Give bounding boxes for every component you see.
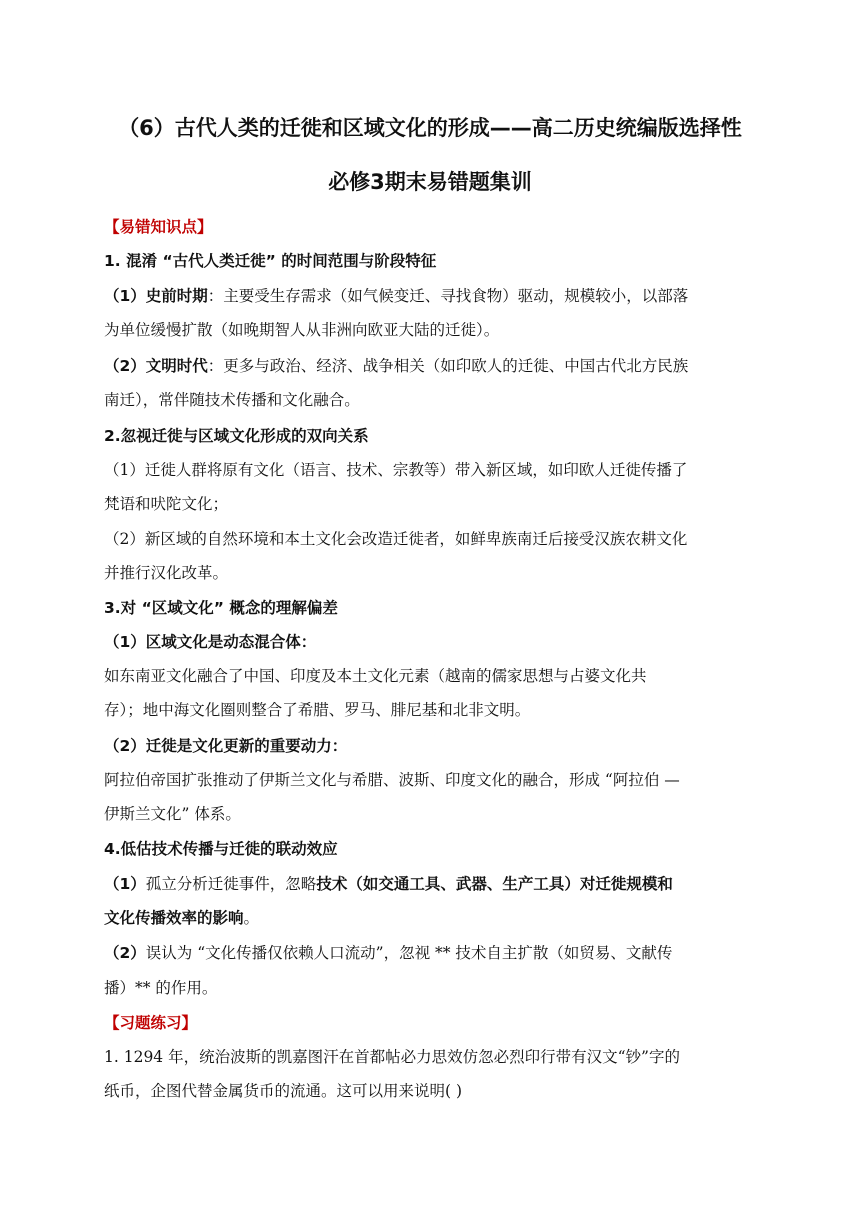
paragraph-lead: （1）史前时期 — [104, 287, 208, 305]
paragraph-text: 。 — [243, 909, 260, 927]
document-title-line-1: （6）古代人类的迁徙和区域文化的形成——高二历史统编版选择性 — [118, 116, 742, 140]
paragraph-text: 孤立分析迁徙事件，忽略 — [145, 875, 317, 893]
paragraph-lead: （2） — [104, 944, 146, 962]
paragraph-lead: （1）区域文化是动态混合体 — [104, 633, 301, 651]
paragraph-line: 存）；地中海文化圈则整合了希腊、罗马、腓尼基和北非文明。 — [104, 701, 531, 719]
paragraph-bold-text: 技术（如交通工具、武器、生产工具）对迁徙规模和 — [316, 875, 673, 893]
paragraph-line: 如东南亚文化融合了中国、印度及本土文化元素（越南的儒家思想与占婆文化共 — [104, 667, 647, 685]
paragraph-text: 误认为 “文化传播仅依赖人口流动”，忽视 ** 技术自主扩散（如贸易、文献传 — [145, 944, 673, 962]
paragraph-line: （1）迁徙人群将原有文化（语言、技术、宗教等）带入新区域，如印欧人迁徙传播了 — [104, 461, 688, 479]
question-1-line-2: 纸币，企图代替金属货币的流通。这可以用来说明( ) — [104, 1082, 463, 1100]
paragraph-line: 播）** 的作用。 — [104, 979, 218, 997]
document-title-line-2: 必修3期末易错题集训 — [328, 170, 532, 194]
paragraph-civilization — [104, 354, 688, 378]
paragraph-tech-isolated-cont — [104, 906, 259, 930]
paragraph-tech-misconception — [104, 941, 672, 965]
paragraph-text: ：主要受生存需求（如气候变迁、寻找食物）驱动，规模较小，以部落 — [207, 287, 689, 305]
paragraph-lead: （2）文明时代 — [104, 357, 208, 375]
paragraph-regional-culture — [104, 630, 316, 654]
paragraph-colon: ： — [331, 737, 348, 755]
paragraph-lead: （1） — [104, 875, 146, 893]
paragraph-colon: ： — [300, 633, 317, 651]
paragraph-line: 伊斯兰文化” 体系。 — [104, 805, 241, 823]
paragraph-line: 梵语和吠陀文化； — [104, 495, 229, 513]
paragraph-migration-driver — [104, 734, 347, 758]
paragraph-line: 阿拉伯帝国扩张推动了伊斯兰文化与希腊、波斯、印度文化的融合，形成 “阿拉伯 — — [104, 771, 680, 789]
heading-2: 2.忽视迁徙与区域文化形成的双向关系 — [104, 427, 369, 445]
paragraph-lead: （2）迁徙是文化更新的重要动力 — [104, 737, 332, 755]
section-label-exercises: 【习题练习】 — [104, 1014, 198, 1032]
paragraph-prehistoric — [104, 284, 688, 308]
paragraph-line: 并推行汉化改革。 — [104, 564, 229, 582]
heading-1: 1. 混淆 “古代人类迁徙” 的时间范围与阶段特征 — [104, 252, 437, 270]
paragraph-text: ：更多与政治、经济、战争相关（如印欧人的迁徙、中国古代北方民族 — [207, 357, 689, 375]
heading-3: 3.对 “区域文化” 概念的理解偏差 — [104, 599, 338, 617]
heading-4: 4.低估技术传播与迁徙的联动效应 — [104, 840, 338, 858]
paragraph-tech-isolated — [104, 872, 673, 896]
question-1-line-1: 1. 1294 年，统治波斯的凯嘉图汗在首都帖必力思效仿忽必烈印行带有汉文“钞”字的 — [104, 1048, 680, 1066]
paragraph-bold-text: 文化传播效率的影响 — [104, 909, 244, 927]
paragraph-line: 为单位缓慢扩散（如晚期智人从非洲向欧亚大陆的迁徙）。 — [104, 321, 500, 339]
paragraph-line: （2）新区域的自然环境和本土文化会改造迁徙者，如鲜卑族南迁后接受汉族农耕文化 — [104, 530, 688, 548]
section-label-error-prone: 【易错知识点】 — [104, 218, 213, 236]
paragraph-line: 南迁），常伴随技术传播和文化融合。 — [104, 391, 360, 409]
